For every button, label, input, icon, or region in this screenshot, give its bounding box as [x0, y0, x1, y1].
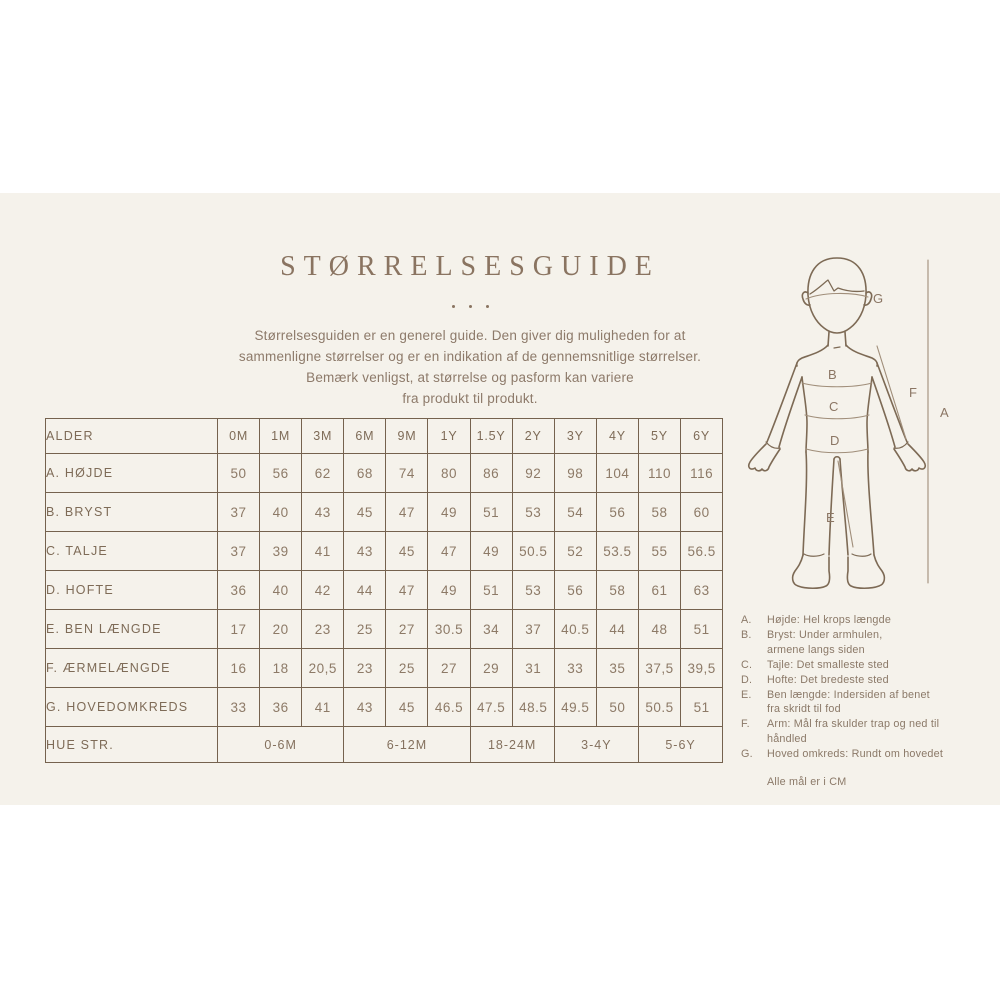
waist-line-C: [805, 415, 869, 419]
foot-left: [793, 555, 830, 588]
measurement-value-cell: 47.5: [470, 688, 512, 727]
measurement-value-cell: 53: [512, 571, 554, 610]
shoulder-right: [846, 345, 877, 366]
legend-key: C.: [741, 658, 753, 671]
measurement-value-cell: 37: [218, 532, 260, 571]
measurement-value-cell: 92: [512, 454, 554, 493]
measurement-value-cell: 37: [218, 493, 260, 532]
hat-size-row-label: HUE STR.: [46, 727, 218, 763]
measurement-value-cell: 60: [681, 493, 723, 532]
measurement-value-cell: 49: [470, 532, 512, 571]
legend-key: B.: [741, 629, 752, 641]
ankle-left: [804, 554, 824, 556]
table-row: [46, 532, 723, 571]
measurement-value-cell: 40: [260, 493, 302, 532]
child-figure-svg: [740, 245, 970, 615]
measurement-value-cell: 63: [681, 571, 723, 610]
measurement-value-cell: 25: [344, 610, 386, 649]
units-note: Alle mål er i CM: [767, 776, 847, 788]
size-column-header: 2Y: [512, 419, 554, 454]
measurement-row-label: B. BRYST: [46, 493, 218, 532]
legend-key: A.: [741, 614, 752, 626]
size-table-body: [46, 419, 723, 763]
measurement-value-cell: 80: [428, 454, 470, 493]
marker-G: G: [873, 291, 884, 306]
measurement-value-cell: 45: [386, 532, 428, 571]
measurement-value-cell: 116: [681, 454, 723, 493]
measurement-value-cell: 98: [554, 454, 596, 493]
measurement-row-label: D. HOFTE: [46, 571, 218, 610]
marker-B: B: [828, 367, 837, 382]
wrist-right: [894, 442, 908, 448]
measurement-value-cell: 45: [386, 688, 428, 727]
measurement-value-cell: 39: [260, 532, 302, 571]
legend-text-line: fra skridt til fod: [767, 703, 841, 715]
neck-left: [828, 332, 829, 346]
table-row: [46, 688, 723, 727]
measurement-value-cell: 51: [681, 688, 723, 727]
measurement-row-label: A. HØJDE: [46, 454, 218, 493]
collar-dash: [834, 347, 840, 348]
size-column-header: 9M: [386, 419, 428, 454]
size-column-header: 6Y: [681, 419, 723, 454]
measurement-value-cell: 48.5: [512, 688, 554, 727]
neck-right: [845, 332, 846, 346]
table-row: [46, 610, 723, 649]
measurement-row-label: E. BEN LÆNGDE: [46, 610, 218, 649]
measurement-value-cell: 29: [470, 649, 512, 688]
measurement-value-cell: 23: [302, 610, 344, 649]
measurement-value-cell: 36: [260, 688, 302, 727]
shoulder-left: [797, 345, 828, 366]
measurement-value-cell: 44: [596, 610, 638, 649]
leg-left-outer: [803, 452, 807, 555]
marker-A: A: [940, 405, 949, 420]
page-title: STØRRELSESGUIDE: [280, 251, 660, 282]
measurement-value-cell: 31: [512, 649, 554, 688]
table-header-row: [46, 419, 723, 454]
legend-text-line: Ben længde: Indersiden af benet: [767, 688, 930, 701]
table-row: [46, 649, 723, 688]
measurement-value-cell: 18: [260, 649, 302, 688]
measurement-value-cell: 56: [260, 454, 302, 493]
measurement-value-cell: 51: [470, 493, 512, 532]
legend-text-line: Hoved omkreds: Rundt om hovedet: [767, 747, 944, 760]
legend-text: [767, 688, 930, 717]
measurement-value-cell: 47: [386, 493, 428, 532]
measurement-value-cell: 58: [638, 493, 680, 532]
legend-item: [741, 717, 969, 746]
measurement-value-cell: 35: [596, 649, 638, 688]
dot-icon: [452, 305, 455, 308]
legend-text-line: Arm: Mål fra skulder trap og ned til: [767, 718, 940, 730]
measurement-value-cell: 43: [344, 532, 386, 571]
hat-size-row: [46, 727, 723, 763]
measurement-value-cell: 20: [260, 610, 302, 649]
measurement-value-cell: 27: [428, 649, 470, 688]
foot-right: [847, 555, 884, 588]
legend-text-line: håndled: [767, 732, 807, 745]
legend-text: [767, 717, 939, 746]
size-column-header: 6M: [344, 419, 386, 454]
measurement-value-cell: 53.5: [596, 532, 638, 571]
measurement-value-cell: 56.5: [681, 532, 723, 571]
measurement-value-cell: 61: [638, 571, 680, 610]
measurement-value-cell: 62: [302, 454, 344, 493]
measurement-value-cell: 51: [681, 610, 723, 649]
leg-right-outer: [868, 452, 874, 555]
marker-F: F: [909, 385, 917, 400]
legend-text: [767, 613, 891, 628]
table-row: [46, 493, 723, 532]
torso-left: [802, 377, 807, 452]
measurement-row-label: F. ÆRMELÆNGDE: [46, 649, 218, 688]
marker-D: D: [830, 433, 840, 448]
chest-line-B: [802, 383, 872, 387]
measurement-value-cell: 39,5: [681, 649, 723, 688]
child-measurement-figure: [740, 245, 970, 615]
legend-text-line: Tajle: Det smalleste sted: [767, 658, 890, 671]
measurement-value-cell: 56: [554, 571, 596, 610]
size-column-header: 4Y: [596, 419, 638, 454]
measurement-value-cell: 41: [302, 688, 344, 727]
measurement-value-cell: 43: [344, 688, 386, 727]
legend-text: [767, 628, 882, 657]
table-row: [46, 571, 723, 610]
legend-text-line: Hofte: Det bredeste sted: [767, 673, 889, 686]
measurement-value-cell: 104: [596, 454, 638, 493]
measurement-value-cell: 45: [344, 493, 386, 532]
measurement-value-cell: 37: [512, 610, 554, 649]
measurement-value-cell: 42: [302, 571, 344, 610]
measurement-value-cell: 86: [470, 454, 512, 493]
measurement-value-cell: 51: [470, 571, 512, 610]
torso-right: [867, 377, 872, 452]
measurement-value-cell: 33: [554, 649, 596, 688]
measurement-value-cell: 55: [638, 532, 680, 571]
hat-size-group-cell: 3-4Y: [554, 727, 638, 763]
arm-line-F: [877, 346, 906, 439]
measurement-row-label: G. HOVEDOMKREDS: [46, 688, 218, 727]
measurement-value-cell: 54: [554, 493, 596, 532]
wrist-left: [766, 442, 780, 448]
measurement-row-label: C. TALJE: [46, 532, 218, 571]
ankle-right: [852, 554, 871, 556]
legend-key: D.: [741, 673, 753, 686]
hat-size-group-cell: 6-12M: [344, 727, 470, 763]
inner-leg-line-E: [838, 461, 853, 547]
measurement-value-cell: 58: [596, 571, 638, 610]
intro-line: sammenligne størrelser og er en indikation af de gennemsnitlige størrelser.: [238, 349, 702, 364]
size-column-header: 3Y: [554, 419, 596, 454]
legend-text-line: Bryst: Under armhulen,: [767, 629, 883, 641]
legend-item: [741, 658, 969, 673]
hat-size-group-cell: 0-6M: [218, 727, 344, 763]
measurement-value-cell: 41: [302, 532, 344, 571]
leg-right-inner: [840, 459, 848, 555]
size-column-header: 1M: [260, 419, 302, 454]
legend-item: [741, 673, 969, 688]
measurement-value-cell: 56: [596, 493, 638, 532]
measurement-value-cell: 27: [386, 610, 428, 649]
measurement-value-cell: 48: [638, 610, 680, 649]
size-table: [45, 418, 723, 763]
legend-text: [767, 673, 889, 688]
arm-right-inner: [872, 377, 895, 447]
intro-line: Bemærk venligst, at størrelse og pasform kan variere: [306, 370, 634, 385]
measurement-value-cell: 46.5: [428, 688, 470, 727]
hat-size-group-cell: 5-6Y: [638, 727, 722, 763]
size-column-header: 1.5Y: [470, 419, 512, 454]
measurement-value-cell: 44: [344, 571, 386, 610]
arm-left-inner: [779, 377, 802, 447]
divider-dots: [150, 303, 790, 309]
measurement-value-cell: 74: [386, 454, 428, 493]
measurement-value-cell: 47: [386, 571, 428, 610]
measurement-value-cell: 68: [344, 454, 386, 493]
measurement-value-cell: 37,5: [638, 649, 680, 688]
measurement-value-cell: 40.5: [554, 610, 596, 649]
measurement-value-cell: 52: [554, 532, 596, 571]
size-column-header: 3M: [302, 419, 344, 454]
legend-key: F.: [741, 718, 750, 730]
legend-key: G.: [741, 747, 753, 760]
legend-text: [767, 747, 943, 762]
leg-left-inner: [829, 459, 834, 555]
measurement-value-cell: 33: [218, 688, 260, 727]
measurement-value-cell: 20,5: [302, 649, 344, 688]
head-band-line-G: [806, 293, 868, 299]
legend-item: [741, 613, 969, 628]
measurement-value-cell: 25: [386, 649, 428, 688]
age-header-label: ALDER: [46, 419, 218, 454]
measurement-value-cell: 16: [218, 649, 260, 688]
legend-text-line: Højde: Hel krops længde: [767, 614, 892, 626]
marker-E: E: [826, 510, 835, 525]
dot-icon: [486, 305, 489, 308]
intro-text: [150, 325, 790, 409]
measurement-value-cell: 17: [218, 610, 260, 649]
measurement-value-cell: 50: [218, 454, 260, 493]
measurement-value-cell: 40: [260, 571, 302, 610]
intro-line: fra produkt til produkt.: [402, 391, 538, 406]
measurement-value-cell: 49: [428, 493, 470, 532]
legend-text: [767, 658, 889, 673]
size-column-header: 5Y: [638, 419, 680, 454]
measurement-value-cell: 110: [638, 454, 680, 493]
marker-C: C: [829, 399, 839, 414]
legend-key: E.: [741, 688, 752, 701]
size-column-header: 1Y: [428, 419, 470, 454]
measurement-value-cell: 43: [302, 493, 344, 532]
measurement-legend: [741, 613, 969, 790]
measurement-value-cell: 47: [428, 532, 470, 571]
measurement-value-cell: 53: [512, 493, 554, 532]
legend-text-line: armene langs siden: [767, 643, 865, 656]
legend-item: [741, 628, 969, 657]
legend-item: [741, 747, 969, 762]
measurement-value-cell: 30.5: [428, 610, 470, 649]
measurement-value-cell: 34: [470, 610, 512, 649]
legend-items: [741, 613, 969, 761]
intro-line: Størrelsesguiden er en generel guide. Den giver dig muligheden for at: [254, 328, 686, 343]
measurement-value-cell: 50: [596, 688, 638, 727]
hair-fringe: [810, 280, 864, 294]
size-column-header: 0M: [218, 419, 260, 454]
hip-line-D: [806, 449, 868, 453]
dot-icon: [469, 305, 472, 308]
measurement-value-cell: 36: [218, 571, 260, 610]
crotch: [834, 457, 840, 459]
legend-item: [741, 688, 969, 717]
measurement-value-cell: 49: [428, 571, 470, 610]
measurement-value-cell: 50.5: [512, 532, 554, 571]
hat-size-group-cell: 18-24M: [470, 727, 554, 763]
measurement-value-cell: 49.5: [554, 688, 596, 727]
measurement-value-cell: 23: [344, 649, 386, 688]
table-row: [46, 454, 723, 493]
measurement-value-cell: 50.5: [638, 688, 680, 727]
